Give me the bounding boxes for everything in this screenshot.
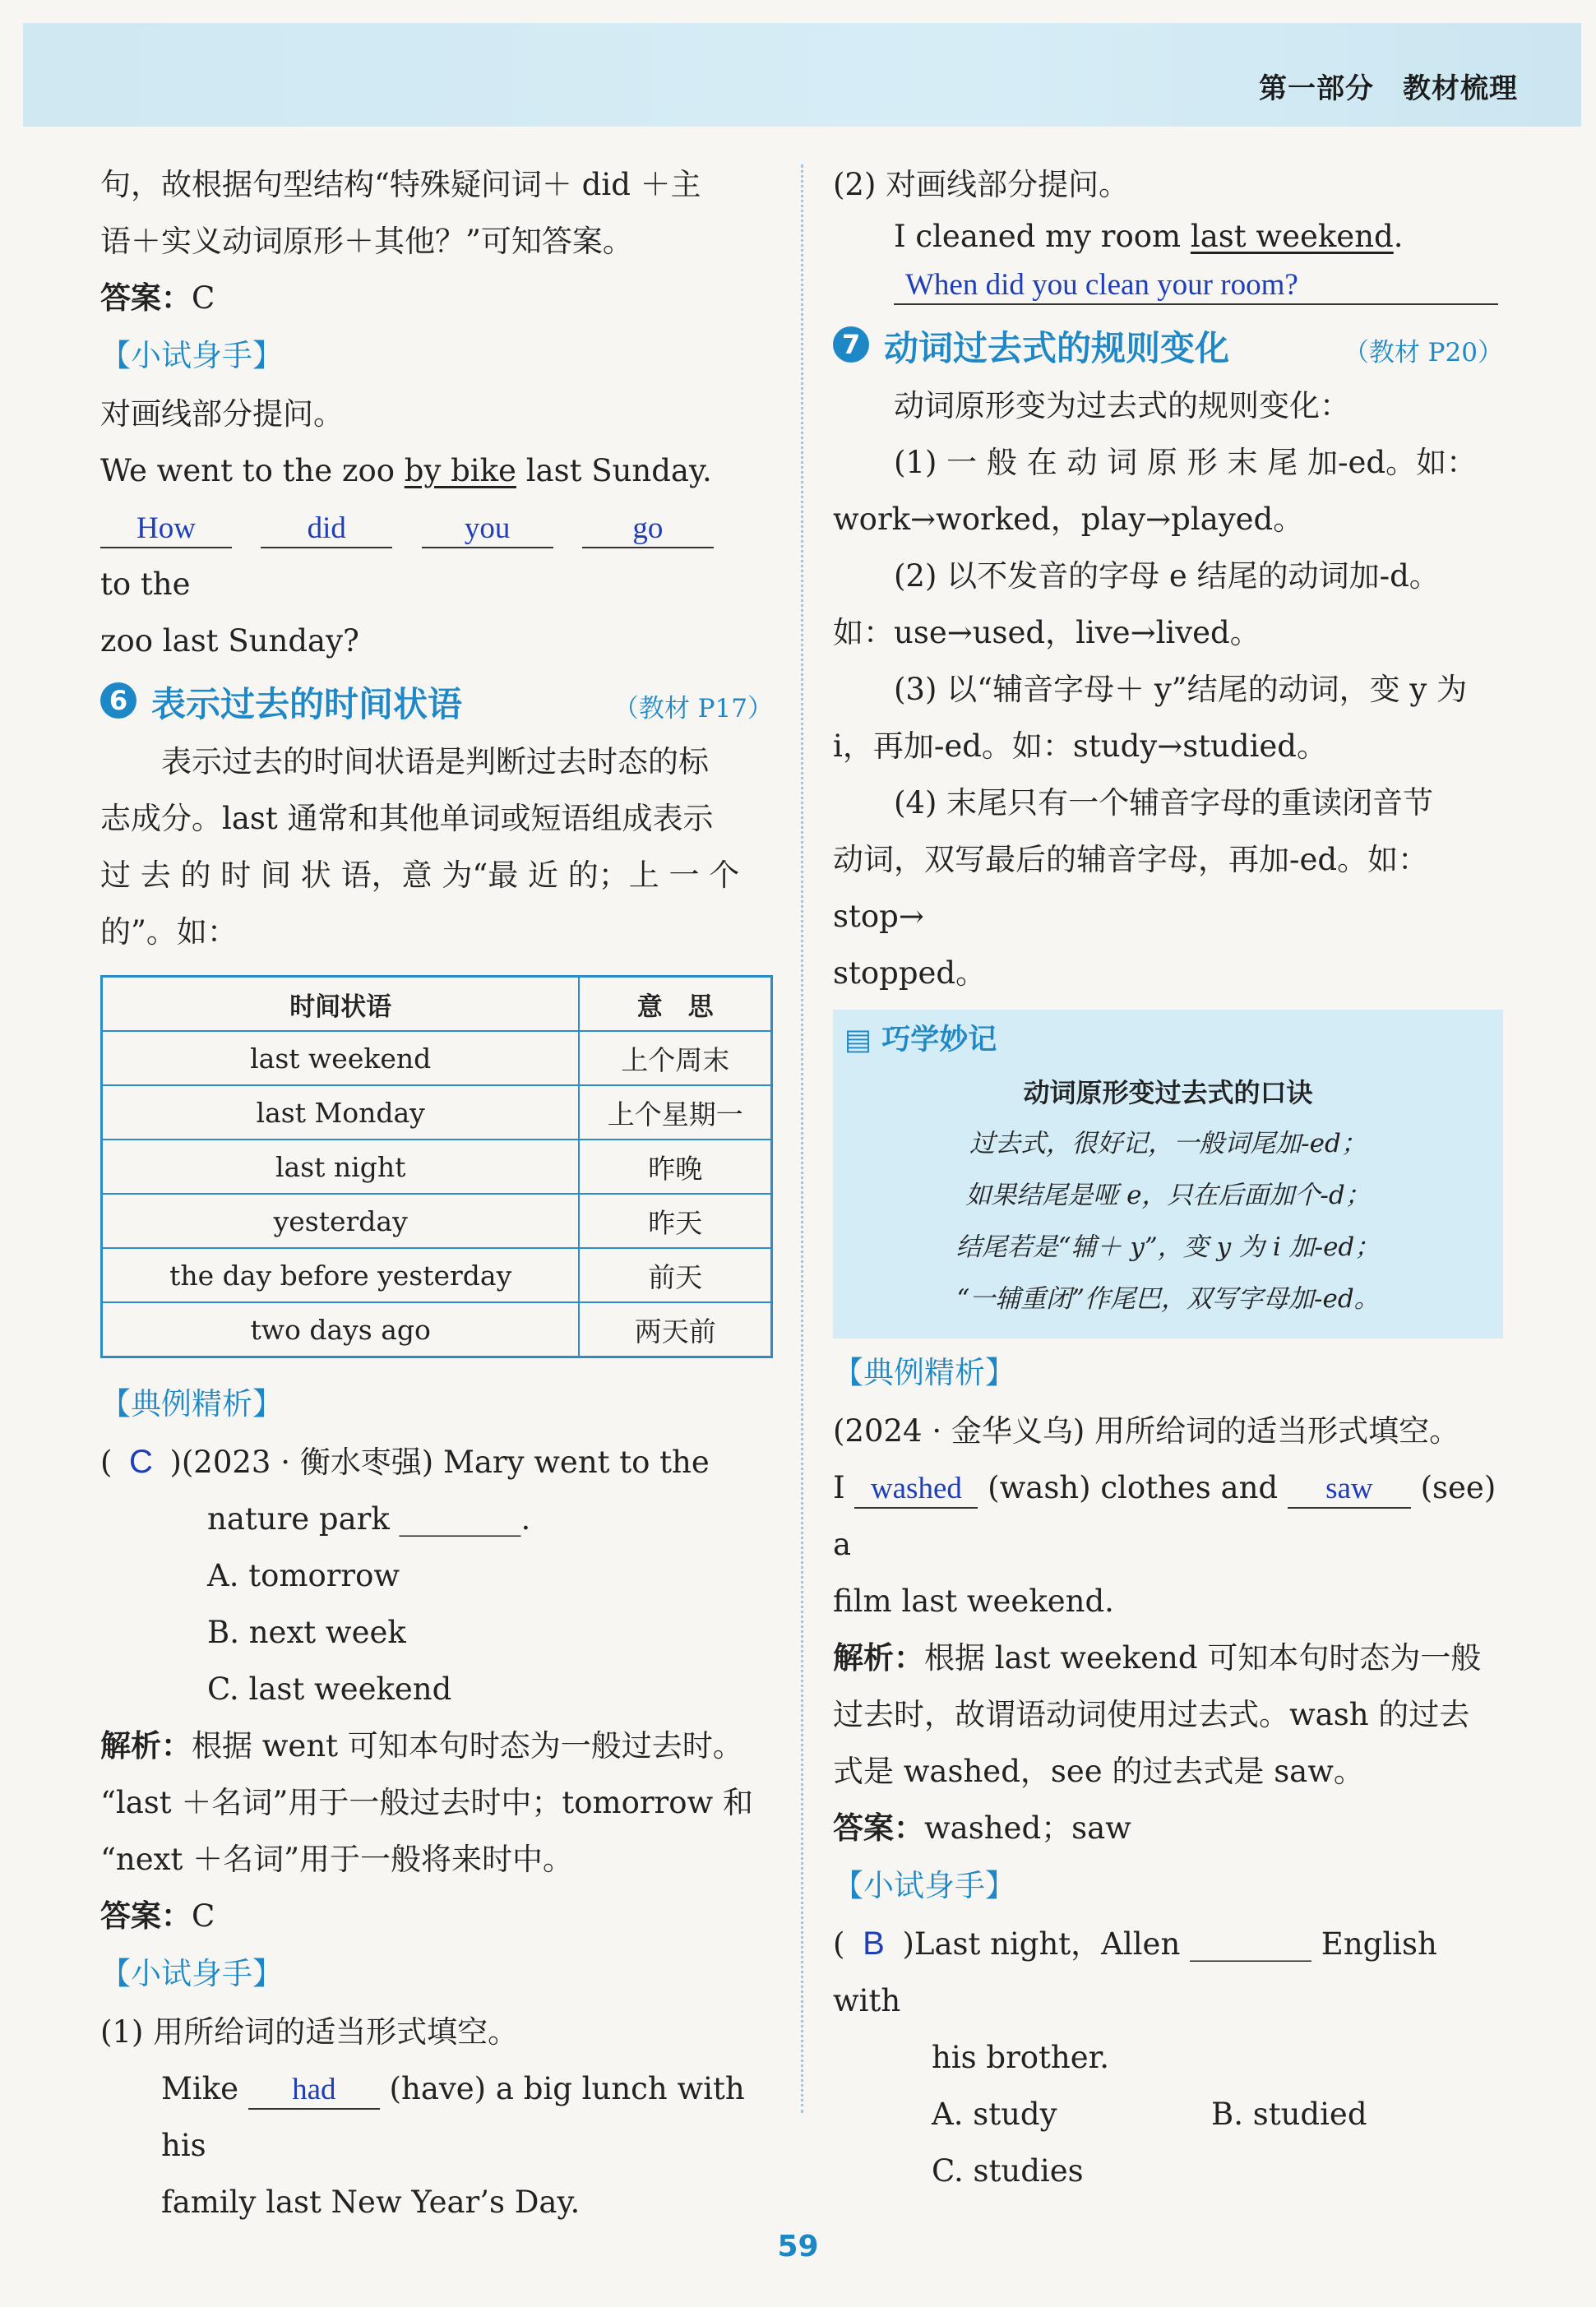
table-row: last weekend 上个周末 (102, 1031, 772, 1085)
try-sentence: We went to the zoo by bike last Sunday. (100, 453, 712, 488)
answer-blank[interactable]: go (582, 511, 714, 548)
paragraph: 志成分。last 通常和其他单词或短语组成表示 (100, 801, 714, 836)
tip-line: 如果结尾是哑 e，只在后面加个-d； (965, 1181, 1371, 1210)
time-adverbial-table (100, 975, 773, 1358)
try-sentence: Mike had (have) a big lunch with his (161, 2071, 745, 2163)
rule: (4) 末尾只有一个辅音字母的重读闭音节 (894, 785, 1434, 821)
try-question: ( B )Last night，Allen ________ English with (833, 1916, 1503, 2029)
section-number-badge: 7 (833, 326, 869, 363)
paragraph: 过 去 的 时 间 状 语，意 为“最 近 的；上 一 个 (100, 858, 740, 893)
example-sentence: I washed (wash) clothes and saw (see) a (833, 1470, 1497, 1562)
answer-blank[interactable]: had (248, 2072, 380, 2110)
book-icon: ▤ (844, 1024, 872, 1056)
example-question-cont: nature park ________. (207, 1501, 531, 1537)
tip-heading: ▤ 巧学妙记 (844, 1024, 997, 1056)
tip-line: 过去式，很好记，一般词尾加-ed； (969, 1129, 1367, 1158)
table-header: 意 思 (579, 977, 771, 1032)
try-answer-line: How did you go to the (100, 499, 773, 613)
try-instruction: 对画线部分提问。 (100, 396, 344, 432)
intro-line: 句，故根据句型结构“特殊疑问词＋ did ＋主 (100, 167, 701, 202)
try-it-tag: 【小试身手】 (833, 1868, 1015, 1903)
try-sentence-cont: family last New Year’s Day. (161, 2184, 581, 2220)
answer-blank[interactable]: When did you clean your room? (894, 267, 1498, 305)
table-row: two days ago 两天前 (102, 1302, 772, 1357)
example-question: (2024 · 金华义乌) 用所给词的适当形式填空。 (833, 1413, 1460, 1449)
answer-label: 答案： (100, 280, 192, 316)
analysis: “next ＋名词”用于一般将来时中。 (100, 1842, 574, 1877)
example-tag: 【典例精析】 (100, 1386, 283, 1422)
choice-answer[interactable]: B (863, 1926, 885, 1962)
rule: (3) 以“辅音字母＋ y”结尾的动词，变 y 为 (894, 672, 1468, 707)
textbook-reference: （教材 P20） (1343, 338, 1503, 368)
table-row: last night 昨晚 (102, 1140, 772, 1194)
choice-answer[interactable]: C (128, 1444, 153, 1480)
answer-line: 答案：C (100, 1898, 215, 1934)
paragraph: 表示过去的时间状语是判断过去时态的标 (161, 744, 709, 779)
paragraph: 动词原形变为过去式的规则变化： (894, 388, 1350, 423)
rule: work→worked，play→played。 (833, 502, 1304, 537)
section-7-heading (833, 317, 1503, 377)
answer-blank[interactable]: washed (854, 1471, 978, 1509)
page-number: 59 (777, 2230, 819, 2263)
analysis: “last ＋名词”用于一般过去时中；tomorrow 和 (100, 1785, 753, 1820)
section-title: 动词过去式的规则变化 (884, 328, 1230, 368)
answer-line (894, 261, 1503, 308)
tip-line: 结尾若是“辅＋ y”，变 y 为 i 加-ed； (955, 1232, 1381, 1262)
analysis: 解析：根据 went 可知本句时态为一般过去时。 (100, 1728, 743, 1764)
option: C. studies (932, 2153, 1084, 2189)
section-number-badge: 6 (100, 682, 136, 719)
answer-line (100, 270, 773, 326)
rule: (2) 以不发音的字母 e 结尾的动词加-d。 (894, 558, 1440, 594)
option: B. studied (1211, 2097, 1367, 2132)
option-row (932, 2086, 1503, 2143)
section-6-heading (100, 673, 773, 733)
answer-line: 答案：washed；saw (833, 1810, 1131, 1846)
try-question-cont: his brother. (932, 2040, 1110, 2075)
tip-line: “一辅重闭”作尾巴，双写字母加-ed。 (956, 1284, 1380, 1314)
rule: i，再加-ed。如：study→studied。 (833, 728, 1327, 764)
option: B. next week (207, 1615, 406, 1650)
example-question: ( C )(2023 · 衡水枣强) Mary went to the (100, 1434, 773, 1491)
rule: stopped。 (833, 955, 987, 991)
example-sentence-cont: film last weekend. (833, 1583, 1114, 1619)
answer-blank[interactable]: saw (1288, 1471, 1411, 1509)
answer-blank[interactable]: did (261, 511, 392, 548)
intro-line: 语＋实义动词原形＋其他？”可知答案。 (100, 224, 633, 259)
right-column (833, 156, 1503, 2199)
analysis: 解析：根据 last weekend 可知本句时态为一般 (833, 1640, 1482, 1676)
textbook-reference: （教材 P17） (613, 694, 773, 724)
underlined-phrase: by bike (404, 453, 516, 488)
try-it-tag: 【小试身手】 (100, 1956, 283, 1991)
table-row: yesterday 昨天 (102, 1194, 772, 1248)
analysis: 式是 washed，see 的过去式是 saw。 (833, 1754, 1364, 1789)
section-title: 表示过去的时间状语 (151, 684, 463, 724)
option: A. study (932, 2097, 1057, 2132)
table-header: 时间状语 (102, 977, 580, 1032)
option: C. last weekend (207, 1671, 452, 1707)
tip-title: 动词原形变过去式的口诀 (1023, 1077, 1313, 1108)
analysis: 过去时，故谓语动词使用过去式。wash 的过去 (833, 1697, 1470, 1732)
option: A. tomorrow (207, 1558, 400, 1593)
rule: 如：use→used，live→lived。 (833, 615, 1261, 650)
try-question: (2) 对画线部分提问。 (833, 167, 1130, 202)
answer-blank[interactable]: you (422, 511, 553, 548)
try-it-tag: 【小试身手】 (100, 338, 283, 373)
rule: 动词，双写最后的辅音字母，再加-ed。如：stop→ (833, 842, 1429, 934)
answer-blank[interactable]: How (100, 511, 232, 548)
table-header-row (102, 977, 772, 1032)
try-answer-line-cont: zoo last Sunday? (100, 623, 359, 659)
underlined-phrase: last weekend (1190, 219, 1394, 254)
memory-tip-box (833, 1010, 1503, 1338)
answer-value: C (192, 280, 215, 316)
paragraph: 的”。如： (100, 914, 238, 950)
try-question: (1) 用所给词的适当形式填空。 (100, 2014, 519, 2050)
try-sentence: I cleaned my room last weekend. (894, 219, 1404, 254)
rule: (1) 一 般 在 动 词 原 形 末 尾 加-ed。如： (894, 445, 1478, 480)
table-row: the day before yesterday 前天 (102, 1248, 772, 1302)
example-tag: 【典例精析】 (833, 1355, 1015, 1390)
header-title: 第一部分 教材梳理 (1259, 72, 1518, 105)
column-divider (801, 164, 803, 2113)
left-column (100, 156, 773, 2231)
table-row: last Monday 上个星期一 (102, 1085, 772, 1140)
